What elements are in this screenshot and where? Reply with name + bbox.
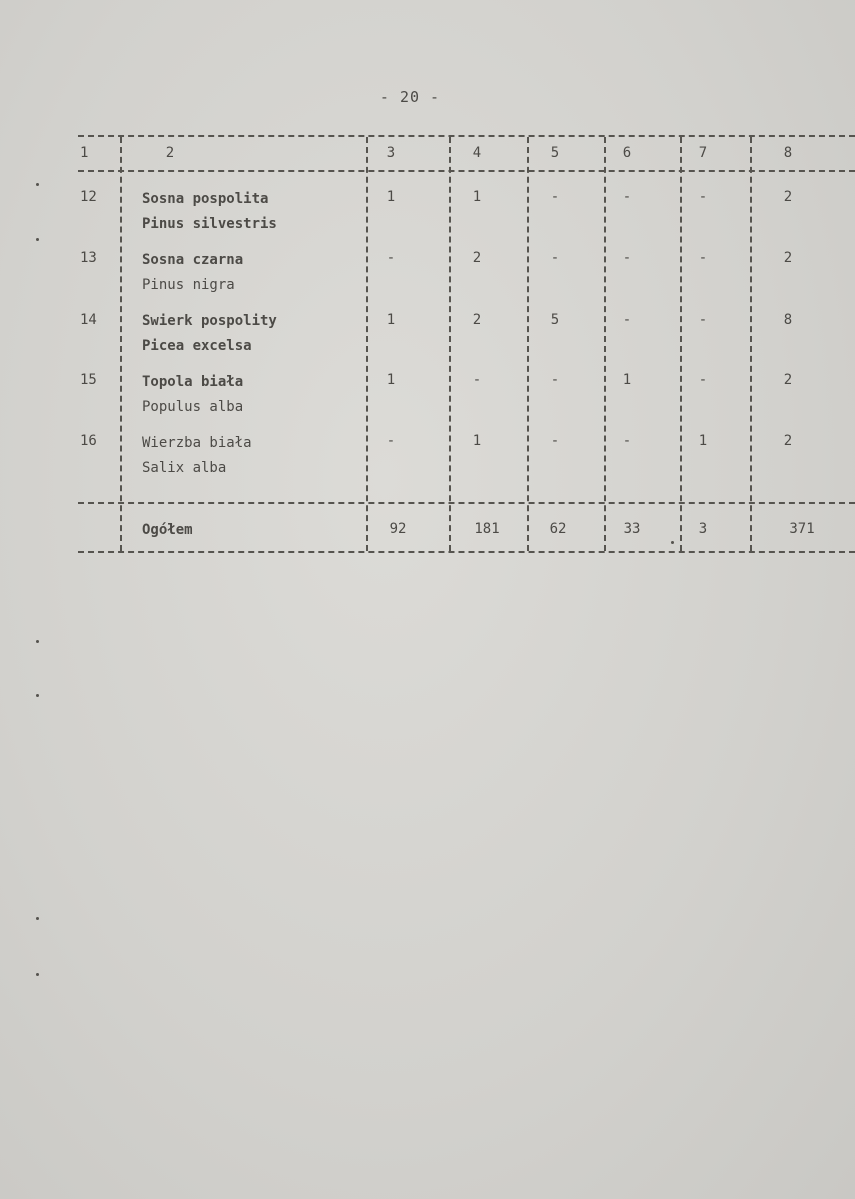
table-header-rule xyxy=(78,170,855,172)
total-cell: 92 xyxy=(389,521,407,537)
margin-mark xyxy=(36,917,39,920)
header-cell: 3 xyxy=(386,145,396,161)
column-divider xyxy=(120,137,122,551)
table-cell: - xyxy=(386,433,396,449)
margin-mark xyxy=(36,973,39,976)
table-cell: 2 xyxy=(783,189,793,205)
species-polish-name: Swierk pospolity xyxy=(142,313,277,329)
table-cell: 1 xyxy=(472,189,482,205)
total-cell: 371 xyxy=(789,521,815,537)
page-number: - 20 - xyxy=(379,88,441,106)
table-cell: - xyxy=(622,189,632,205)
table-cell: - xyxy=(550,250,560,266)
species-latin-name: Salix alba xyxy=(142,460,227,476)
table-cell: 5 xyxy=(550,312,560,328)
table-cell: 2 xyxy=(783,433,793,449)
row-number: 14 xyxy=(80,312,97,328)
species-latin-name: Pinus silvestris xyxy=(142,216,277,232)
header-cell: 8 xyxy=(783,145,793,161)
table-cell: 1 xyxy=(386,312,396,328)
table-cell: 1 xyxy=(698,433,708,449)
header-cell: 1 xyxy=(80,145,89,161)
row-number: 15 xyxy=(80,372,97,388)
margin-mark xyxy=(36,238,39,241)
table-cell: - xyxy=(472,372,482,388)
total-cell: 33 xyxy=(623,521,641,537)
table-cell: 1 xyxy=(386,189,396,205)
row-number: 12 xyxy=(80,189,97,205)
margin-mark xyxy=(36,183,39,186)
table-cell: - xyxy=(698,189,708,205)
table-cell: 2 xyxy=(472,250,482,266)
table-cell: - xyxy=(622,250,632,266)
table-cell: - xyxy=(698,312,708,328)
total-cell: 3 xyxy=(698,521,708,537)
species-latin-name: Pinus nigra xyxy=(142,277,235,293)
species-latin-name: Populus alba xyxy=(142,399,244,415)
table-cell: - xyxy=(622,312,632,328)
table-cell: 2 xyxy=(783,372,793,388)
total-cell: 62 xyxy=(549,521,567,537)
header-cell: 2 xyxy=(165,145,175,161)
total-cell: 181 xyxy=(474,521,500,537)
table-cell: - xyxy=(622,433,632,449)
margin-mark xyxy=(671,541,674,544)
header-cell: 7 xyxy=(698,145,708,161)
header-cell: 4 xyxy=(472,145,482,161)
header-cell: 5 xyxy=(550,145,560,161)
table-cell: 2 xyxy=(783,250,793,266)
table-cell: - xyxy=(698,250,708,266)
species-polish-name: Topola biała xyxy=(142,374,244,390)
table-cell: 2 xyxy=(472,312,482,328)
table-bottom-rule xyxy=(78,551,855,553)
table-cell: 1 xyxy=(386,372,396,388)
row-number: 13 xyxy=(80,250,97,266)
species-polish-name: Wierzba biała xyxy=(142,435,252,451)
species-latin-name: Picea excelsa xyxy=(142,338,252,354)
margin-mark xyxy=(36,694,39,697)
table-cell: - xyxy=(698,372,708,388)
table-cell: - xyxy=(550,189,560,205)
table-cell: - xyxy=(550,372,560,388)
table-cell: 1 xyxy=(622,372,632,388)
row-number: 16 xyxy=(80,433,97,449)
species-polish-name: Sosna pospolita xyxy=(142,191,269,207)
table-cell: 1 xyxy=(472,433,482,449)
margin-mark xyxy=(36,640,39,643)
table-top-rule xyxy=(78,135,855,137)
species-polish-name: Sosna czarna xyxy=(142,252,244,268)
table-cell: 8 xyxy=(783,312,793,328)
total-label: Ogółem xyxy=(142,522,193,538)
table-total-rule xyxy=(78,502,855,504)
table-cell: - xyxy=(550,433,560,449)
header-cell: 6 xyxy=(622,145,632,161)
table-cell: - xyxy=(386,250,396,266)
